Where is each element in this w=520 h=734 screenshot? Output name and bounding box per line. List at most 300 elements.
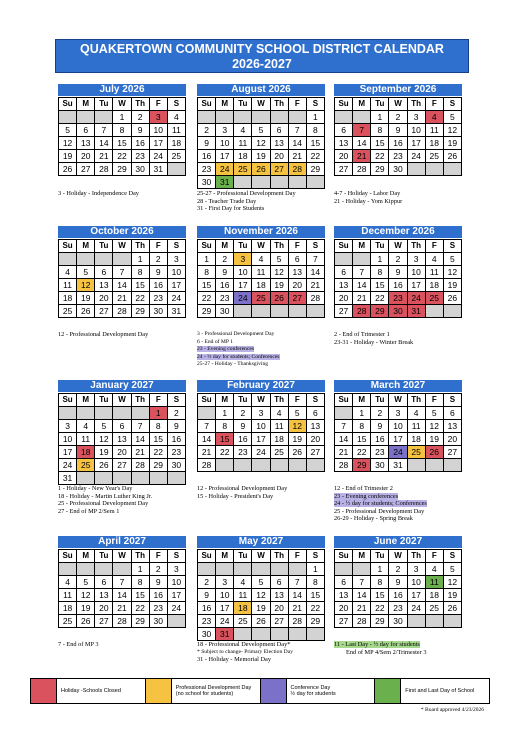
weekday-header: Tu [371, 394, 389, 407]
day-cell: 2 [216, 253, 234, 266]
month-header: September 2026 [334, 84, 462, 96]
day-cell: 9 [389, 124, 407, 137]
month-calendar [197, 84, 325, 189]
empty-cell [216, 459, 234, 472]
empty-cell [408, 459, 426, 472]
day-cell: 12 [444, 124, 462, 137]
empty-cell [335, 563, 353, 576]
day-cell: 16 [198, 602, 216, 615]
day-cell: 5 [444, 111, 462, 124]
day-cell: 7 [132, 420, 150, 433]
day-cell: 14 [289, 137, 307, 150]
day-cell: 19 [444, 137, 462, 150]
weekday-header: S [444, 394, 462, 407]
day-cell: 28 [353, 305, 371, 318]
note-text: 12 - End of Trimester 2 [334, 485, 393, 492]
day-cell: 7 [113, 266, 131, 279]
day-cell: 10 [408, 124, 426, 137]
day-cell: 6 [289, 253, 307, 266]
legend-sublabel: ½ day for students [290, 691, 336, 697]
day-cell: 29 [198, 305, 216, 318]
weekday-header: M [77, 98, 95, 111]
day-cell: 10 [168, 266, 186, 279]
day-cell: 15 [113, 137, 131, 150]
day-cell: 20 [289, 279, 307, 292]
day-cell: 21 [353, 150, 371, 163]
day-cell: 2 [168, 407, 186, 420]
day-cell: 8 [353, 420, 371, 433]
day-cell: 30 [389, 163, 407, 176]
empty-cell [95, 563, 113, 576]
day-cell: 30 [150, 305, 168, 318]
day-cell: 29 [150, 459, 168, 472]
day-cell: 9 [132, 124, 150, 137]
day-cell: 10 [216, 589, 234, 602]
empty-cell [234, 628, 252, 641]
note-text: 31 - First Day for Students [197, 205, 265, 213]
note-text: 27 - End of MP 2/Sem 1 [58, 507, 120, 515]
legend-label: Professional Development Day [175, 684, 252, 691]
day-cell: 3 [150, 111, 168, 124]
weekday-header: F [426, 240, 444, 253]
day-cell: 13 [95, 279, 113, 292]
day-cell: 4 [426, 111, 444, 124]
weekday-header: Su [59, 394, 77, 407]
day-cell: 18 [426, 589, 444, 602]
day-cell: 1 [307, 111, 325, 124]
weekday-header: M [353, 98, 371, 111]
day-cell: 5 [77, 576, 95, 589]
day-cell: 28 [289, 163, 307, 176]
day-cell: 26 [252, 163, 270, 176]
weekday-header: W [252, 394, 270, 407]
day-cell: 24 [252, 446, 270, 459]
day-cell: 24 [168, 602, 186, 615]
day-cell: 17 [216, 150, 234, 163]
empty-cell [252, 305, 270, 318]
day-cell: 27 [113, 459, 131, 472]
day-cell: 25 [168, 150, 186, 163]
day-cell: 24 [408, 292, 426, 305]
day-cell: 29 [113, 163, 131, 176]
day-cell: 17 [234, 279, 252, 292]
day-cell: 22 [307, 150, 325, 163]
day-cell: 26 [271, 292, 289, 305]
weekday-header: W [389, 240, 407, 253]
day-cell: 9 [198, 137, 216, 150]
weekday-header: F [289, 394, 307, 407]
day-cell: 3 [234, 253, 252, 266]
day-cell: 3 [168, 563, 186, 576]
empty-cell [198, 407, 216, 420]
note-line [334, 493, 494, 501]
day-cell: 30 [389, 305, 407, 318]
legend-sublabel: (no school for students) [175, 691, 234, 697]
weekday-header: W [389, 550, 407, 563]
title-line-1: QUAKERTOWN COMMUNITY SCHOOL DISTRICT CALENDAR [80, 42, 444, 56]
empty-cell [335, 407, 353, 420]
day-cell: 26 [426, 446, 444, 459]
day-cell: 27 [307, 446, 325, 459]
day-cell: 3 [216, 576, 234, 589]
day-cell: 12 [252, 589, 270, 602]
day-cell: 10 [216, 137, 234, 150]
empty-cell [353, 253, 371, 266]
weekday-header: M [353, 550, 371, 563]
day-cell: 5 [426, 407, 444, 420]
note-text: 25 - Professional Development Day [334, 507, 425, 515]
weekday-header: S [307, 240, 325, 253]
day-cell: 3 [252, 407, 270, 420]
day-cell: 16 [389, 279, 407, 292]
legend-item-holiday [31, 679, 146, 703]
day-cell: 10 [408, 576, 426, 589]
empty-cell [234, 111, 252, 124]
weekday-header: Th [408, 394, 426, 407]
weekday-header: W [113, 240, 131, 253]
day-cell: 13 [95, 589, 113, 602]
empty-cell [271, 628, 289, 641]
weekday-header: Su [198, 240, 216, 253]
day-cell: 31 [216, 176, 234, 189]
month-grid [58, 549, 186, 628]
day-cell: 7 [198, 420, 216, 433]
day-cell: 22 [216, 446, 234, 459]
day-cell: 20 [335, 292, 353, 305]
day-cell: 8 [307, 576, 325, 589]
day-cell: 12 [59, 137, 77, 150]
day-cell: 15 [371, 137, 389, 150]
note-line [197, 641, 357, 649]
day-cell: 27 [335, 615, 353, 628]
day-cell: 16 [132, 137, 150, 150]
month-grid [334, 97, 462, 176]
day-cell: 18 [426, 137, 444, 150]
day-cell: 14 [353, 137, 371, 150]
note-line [58, 493, 218, 501]
weekday-header: M [216, 550, 234, 563]
empty-cell [77, 472, 95, 485]
day-cell: 8 [132, 266, 150, 279]
day-cell: 30 [168, 459, 186, 472]
month-calendar [334, 536, 462, 628]
note-line [197, 198, 357, 206]
day-cell: 15 [198, 279, 216, 292]
legend-swatch-red [31, 679, 57, 703]
month-notes [58, 485, 218, 515]
day-cell: 19 [77, 602, 95, 615]
day-cell: 21 [289, 602, 307, 615]
day-cell: 10 [168, 576, 186, 589]
day-cell: 16 [371, 433, 389, 446]
empty-cell [289, 459, 307, 472]
day-cell: 11 [77, 433, 95, 446]
day-cell: 13 [113, 433, 131, 446]
month-grid [334, 239, 462, 318]
day-cell: 15 [371, 279, 389, 292]
day-cell: 8 [132, 576, 150, 589]
day-cell: 30 [371, 459, 389, 472]
empty-cell [59, 407, 77, 420]
day-cell: 25 [59, 615, 77, 628]
day-cell: 2 [371, 407, 389, 420]
month-notes [334, 331, 494, 346]
day-cell: 28 [95, 163, 113, 176]
empty-cell [216, 563, 234, 576]
day-cell: 31 [168, 305, 186, 318]
empty-cell [132, 472, 150, 485]
day-cell: 22 [353, 446, 371, 459]
empty-cell [234, 305, 252, 318]
day-cell: 8 [216, 420, 234, 433]
day-cell: 8 [307, 124, 325, 137]
weekday-header: F [426, 550, 444, 563]
day-cell: 29 [371, 163, 389, 176]
day-cell: 11 [59, 589, 77, 602]
day-cell: 20 [307, 433, 325, 446]
title-line-2: 2026-2027 [232, 57, 292, 71]
legend-item-first-last [375, 679, 489, 703]
day-cell: 4 [59, 266, 77, 279]
day-cell: 29 [307, 163, 325, 176]
weekday-header: F [150, 240, 168, 253]
day-cell: 25 [252, 292, 270, 305]
day-cell: 13 [289, 266, 307, 279]
weekday-header: S [168, 550, 186, 563]
day-cell: 6 [271, 576, 289, 589]
day-cell: 17 [408, 279, 426, 292]
day-cell: 2 [132, 111, 150, 124]
day-cell: 31 [389, 459, 407, 472]
day-cell: 6 [77, 124, 95, 137]
empty-cell [444, 459, 462, 472]
note-text: 4-7 - Holiday - Labor Day [334, 190, 401, 197]
day-cell: 17 [59, 446, 77, 459]
day-cell: 11 [426, 124, 444, 137]
day-cell: 11 [426, 576, 444, 589]
day-cell: 22 [132, 292, 150, 305]
day-cell: 14 [307, 266, 325, 279]
day-cell: 18 [59, 292, 77, 305]
day-cell: 18 [252, 279, 270, 292]
day-cell: 23 [389, 292, 407, 305]
day-cell: 6 [95, 576, 113, 589]
note-text: End of MP 4/Sem 2/Trimester 3 [346, 648, 427, 656]
day-cell: 26 [252, 615, 270, 628]
weekday-header: S [307, 550, 325, 563]
day-cell: 16 [389, 589, 407, 602]
empty-cell [271, 563, 289, 576]
day-cell: 9 [168, 420, 186, 433]
day-cell: 18 [408, 433, 426, 446]
month-header: December 2026 [334, 226, 462, 238]
day-cell: 2 [389, 563, 407, 576]
empty-cell [59, 111, 77, 124]
weekday-header: Su [59, 98, 77, 111]
day-cell: 7 [353, 124, 371, 137]
day-cell: 4 [59, 576, 77, 589]
empty-cell [271, 176, 289, 189]
note-line [334, 515, 494, 523]
weekday-header: Tu [234, 394, 252, 407]
weekday-header: M [353, 394, 371, 407]
note-line [58, 190, 218, 198]
note-text: 24 - ½ day for students; Conferences [197, 353, 280, 360]
month-calendar [334, 226, 462, 318]
day-cell: 9 [389, 576, 407, 589]
day-cell: 12 [444, 266, 462, 279]
note-line [58, 508, 218, 516]
day-cell: 19 [252, 150, 270, 163]
day-cell: 1 [132, 253, 150, 266]
weekday-header: Th [271, 240, 289, 253]
day-cell: 7 [307, 253, 325, 266]
day-cell: 24 [216, 163, 234, 176]
note-line [58, 331, 218, 339]
empty-cell [271, 111, 289, 124]
day-cell: 18 [168, 137, 186, 150]
day-cell: 5 [252, 576, 270, 589]
weekday-header: Su [335, 550, 353, 563]
day-cell: 27 [335, 305, 353, 318]
day-cell: 27 [77, 163, 95, 176]
note-text: 12 - Professional Development Day [58, 331, 149, 338]
weekday-header: S [168, 240, 186, 253]
weekday-header: Th [271, 394, 289, 407]
day-cell: 1 [371, 111, 389, 124]
day-cell: 2 [198, 124, 216, 137]
empty-cell [150, 472, 168, 485]
day-cell: 16 [198, 150, 216, 163]
day-cell: 11 [168, 124, 186, 137]
weekday-header: Th [271, 98, 289, 111]
weekday-header: M [216, 394, 234, 407]
weekday-header: Tu [95, 550, 113, 563]
weekday-header: F [150, 98, 168, 111]
month-header: May 2027 [197, 536, 325, 548]
legend-swatch-purple [261, 679, 287, 703]
day-cell: 16 [216, 279, 234, 292]
weekday-header: Th [132, 394, 150, 407]
day-cell: 8 [113, 124, 131, 137]
day-cell: 25 [426, 602, 444, 615]
note-text: 23 - Evening conferences [334, 492, 399, 500]
day-cell: 23 [389, 602, 407, 615]
day-cell: 2 [389, 253, 407, 266]
day-cell: 3 [59, 420, 77, 433]
day-cell: 22 [371, 292, 389, 305]
note-line [197, 485, 357, 493]
empty-cell [77, 563, 95, 576]
day-cell: 30 [198, 628, 216, 641]
note-text: 25-27 - Professional Development Day [197, 190, 296, 197]
day-cell: 23 [168, 446, 186, 459]
empty-cell [426, 615, 444, 628]
month-notes [58, 331, 218, 339]
day-cell: 4 [252, 253, 270, 266]
day-cell: 14 [353, 279, 371, 292]
day-cell: 14 [113, 279, 131, 292]
empty-cell [113, 407, 131, 420]
day-cell: 21 [113, 292, 131, 305]
day-cell: 10 [389, 420, 407, 433]
day-cell: 22 [198, 292, 216, 305]
month-notes [334, 641, 494, 656]
empty-cell [353, 563, 371, 576]
day-cell: 24 [234, 292, 252, 305]
day-cell: 19 [95, 446, 113, 459]
day-cell: 15 [216, 433, 234, 446]
day-cell: 5 [444, 253, 462, 266]
empty-cell [444, 163, 462, 176]
day-cell: 8 [371, 124, 389, 137]
day-cell: 26 [289, 446, 307, 459]
day-cell: 23 [371, 446, 389, 459]
empty-cell [335, 111, 353, 124]
month-notes [58, 641, 218, 649]
month-notes [197, 485, 357, 500]
day-cell: 6 [307, 407, 325, 420]
day-cell: 19 [252, 602, 270, 615]
day-cell: 11 [234, 589, 252, 602]
note-line [197, 205, 357, 213]
day-cell: 14 [353, 589, 371, 602]
day-cell: 18 [426, 279, 444, 292]
month-calendar [58, 226, 186, 318]
weekday-header: S [444, 240, 462, 253]
weekday-header: Tu [371, 98, 389, 111]
weekday-header: Tu [234, 550, 252, 563]
day-cell: 17 [408, 589, 426, 602]
note-line [197, 649, 357, 657]
note-text: 25 - Professional Development Day [58, 500, 149, 508]
weekday-header: Tu [95, 98, 113, 111]
day-cell: 11 [234, 137, 252, 150]
weekday-header: Th [408, 98, 426, 111]
day-cell: 2 [234, 407, 252, 420]
empty-cell [426, 305, 444, 318]
note-line [197, 331, 357, 339]
weekday-header: Su [335, 98, 353, 111]
day-cell: 27 [271, 615, 289, 628]
day-cell: 11 [252, 266, 270, 279]
day-cell: 22 [371, 602, 389, 615]
day-cell: 28 [113, 305, 131, 318]
weekday-header: Su [59, 240, 77, 253]
empty-cell [113, 563, 131, 576]
month-header: March 2027 [334, 380, 462, 392]
day-cell: 8 [198, 266, 216, 279]
day-cell: 29 [307, 615, 325, 628]
month-grid [334, 393, 462, 472]
day-cell: 17 [168, 279, 186, 292]
empty-cell [168, 163, 186, 176]
legend-label: Holiday -Schools Closed [61, 687, 121, 694]
day-cell: 28 [113, 615, 131, 628]
weekday-header: Su [198, 550, 216, 563]
note-line [197, 656, 357, 664]
note-text: 3 - Holiday - Independence Day [58, 190, 139, 197]
day-cell: 5 [271, 253, 289, 266]
day-cell: 22 [113, 150, 131, 163]
empty-cell [252, 176, 270, 189]
note-line [334, 649, 494, 657]
day-cell: 26 [59, 163, 77, 176]
day-cell: 7 [113, 576, 131, 589]
day-cell: 15 [353, 433, 371, 446]
empty-cell [59, 253, 77, 266]
note-line [334, 331, 494, 339]
